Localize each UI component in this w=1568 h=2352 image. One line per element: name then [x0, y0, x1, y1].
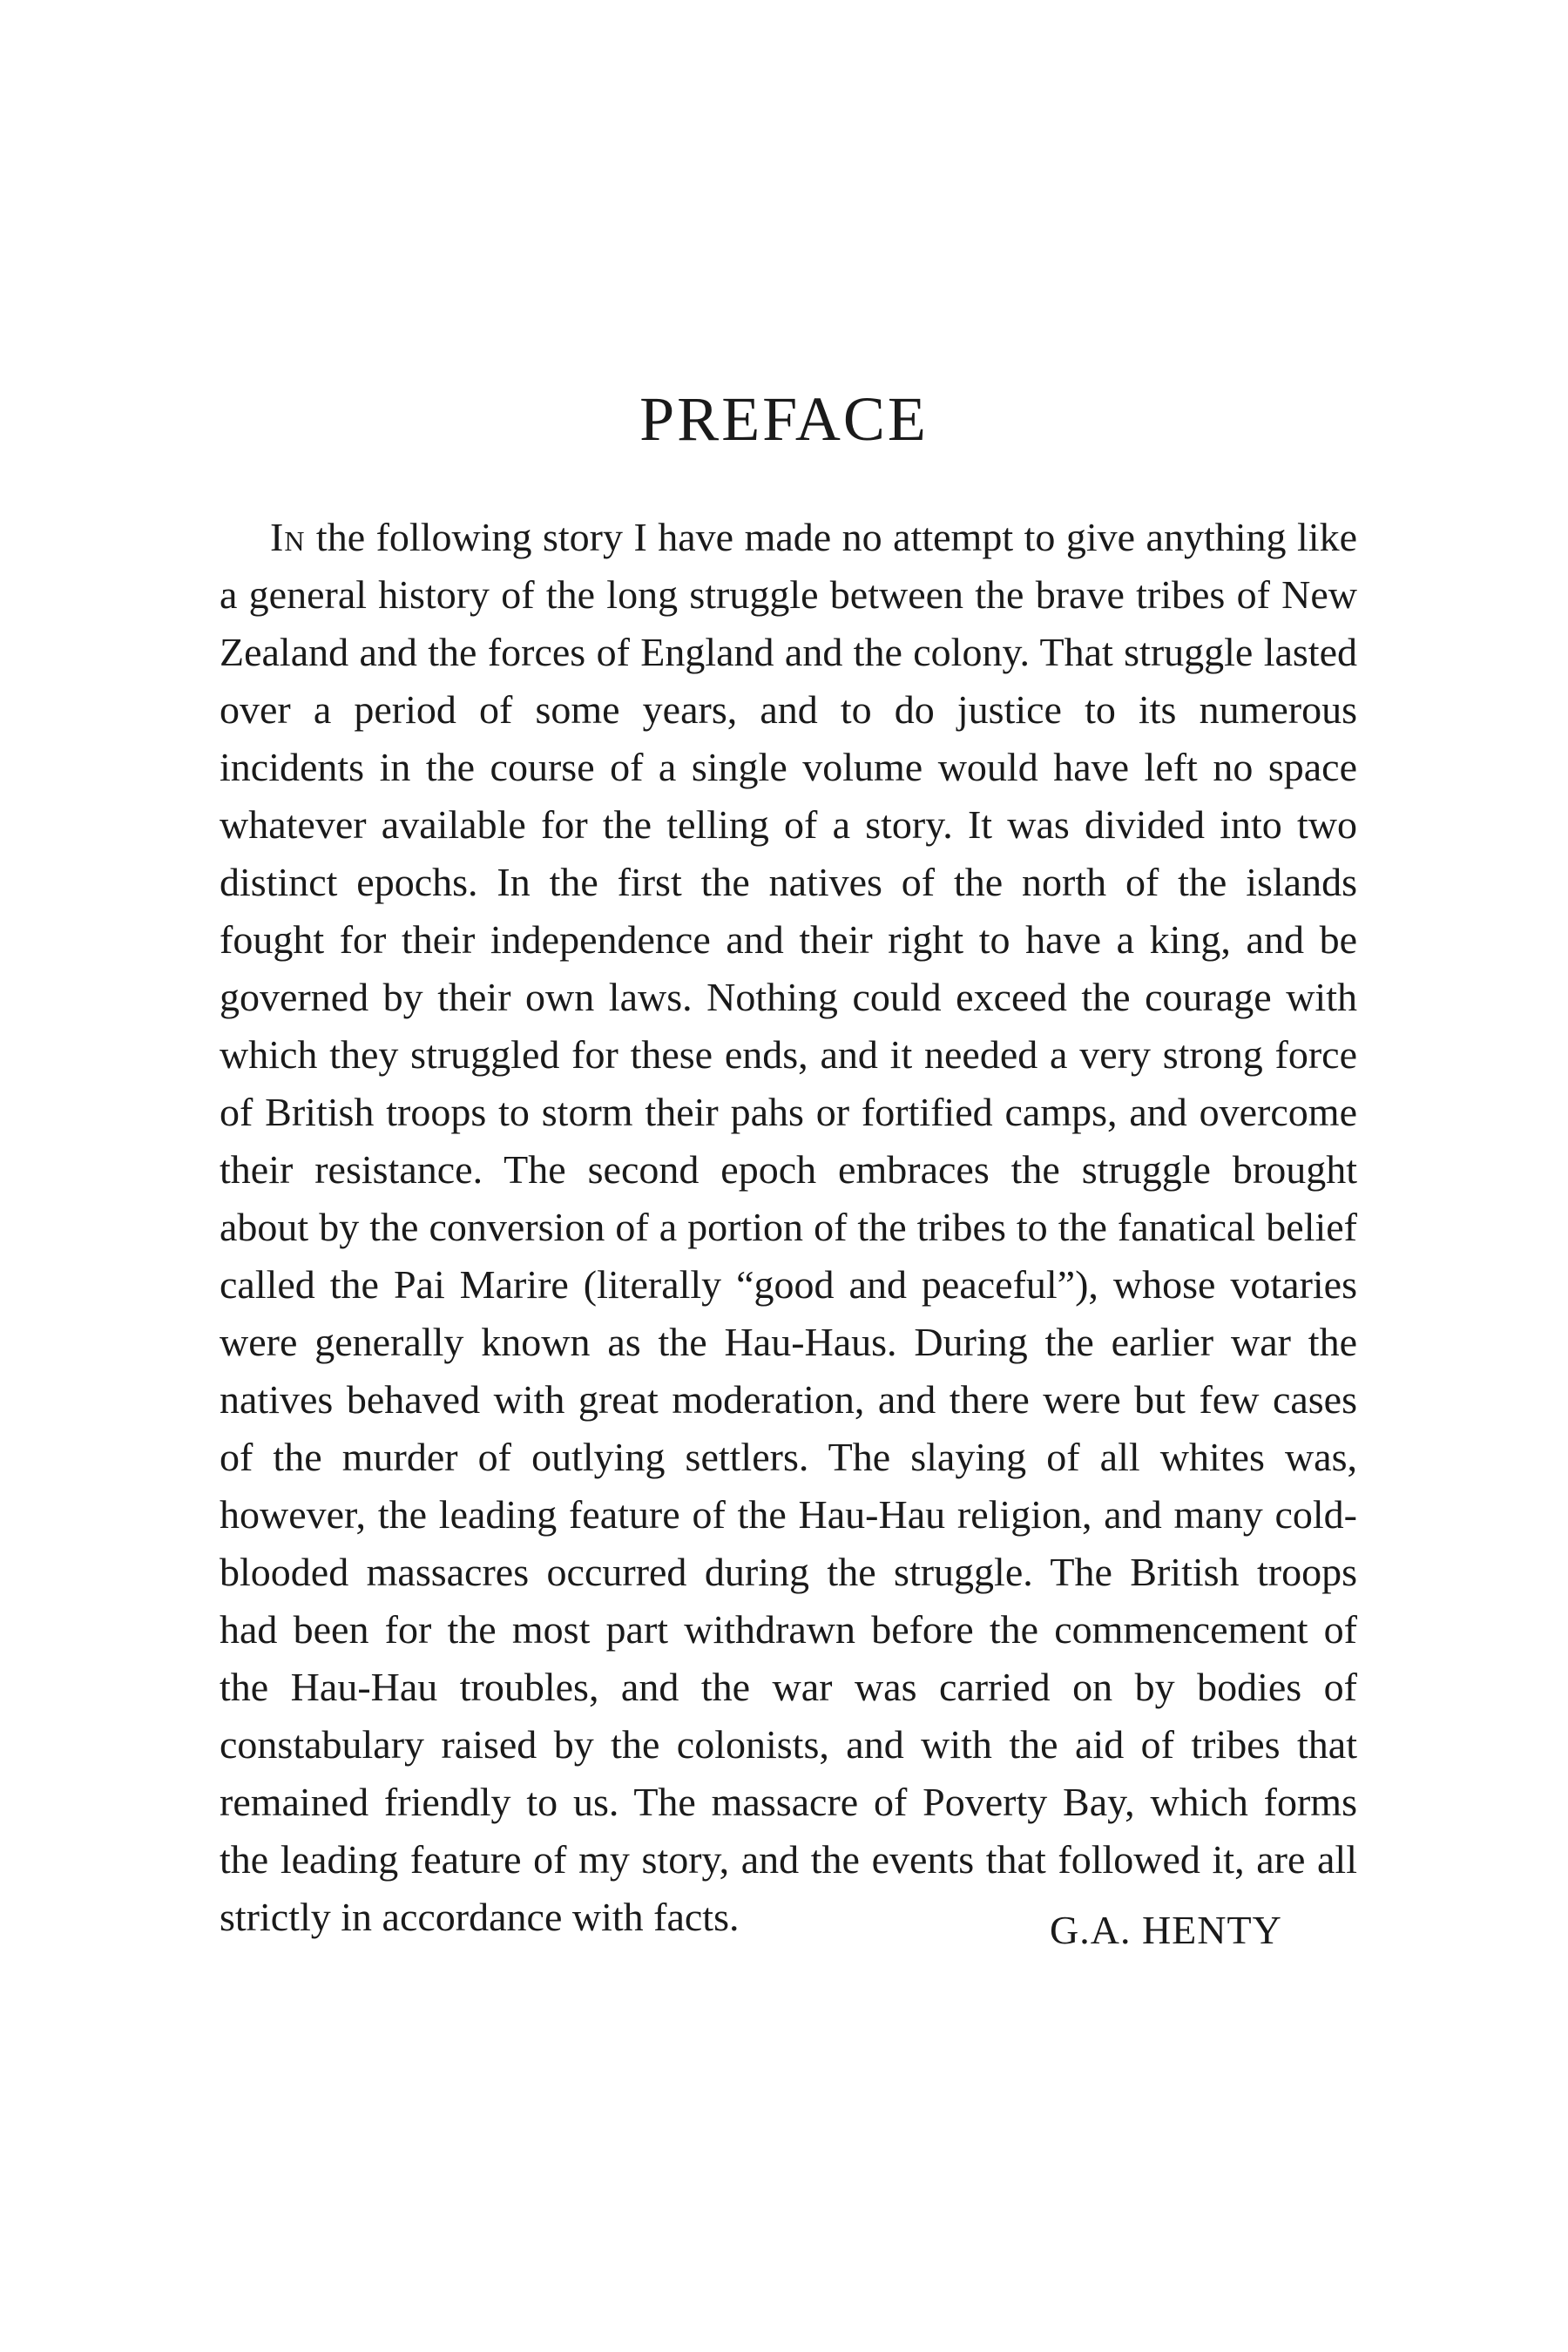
preface-body: [220, 509, 1357, 1946]
lead-word: In: [270, 515, 306, 559]
preface-text: the following story I have made no attempt to give anything like a general history of the long struggle between the brave tribes of New Zealand and the forces of England and the colony. That struggle lasted over a period of some years, and to do justice to its numerous incidents in the course of a single volume would have left no space whatever available for the telling of a story. It was divided into two distinct epochs. In the first the natives of the north of the islands fought for their independence and their right to have a king, and be governed by their own laws. Nothing could exceed the courage with which they struggled for these ends, and it needed a very strong force of British troops to storm their pahs or fortified camps, and overcome their resistance. The second epoch embraces the struggle brought about by the conversion of a portion of the tribes to the fanatical belief called the Pai Marire (literally “good and peaceful”), whose votaries were generally known as the Hau-Haus. During the earlier war the natives behaved with great moderation, and there were but few cases of the murder of outlying settlers. The slaying of all whites was, however, the leading feature of the Hau-Hau religion, and many cold-blooded massacres occurred during the struggle. The British troops had been for the most part withdrawn before the commencement of the Hau-Hau troubles, and the war was carried on by bodies of constabulary raised by the colonists, and with the aid of tribes that remained friendly to us. The massacre of Poverty Bay, which forms the leading feature of my story, and the events that followed it, are all strictly in accordance with facts.: [220, 515, 1357, 1939]
page-title: PREFACE: [639, 384, 929, 454]
author-signature: G.A. HENTY: [1050, 1908, 1282, 1952]
